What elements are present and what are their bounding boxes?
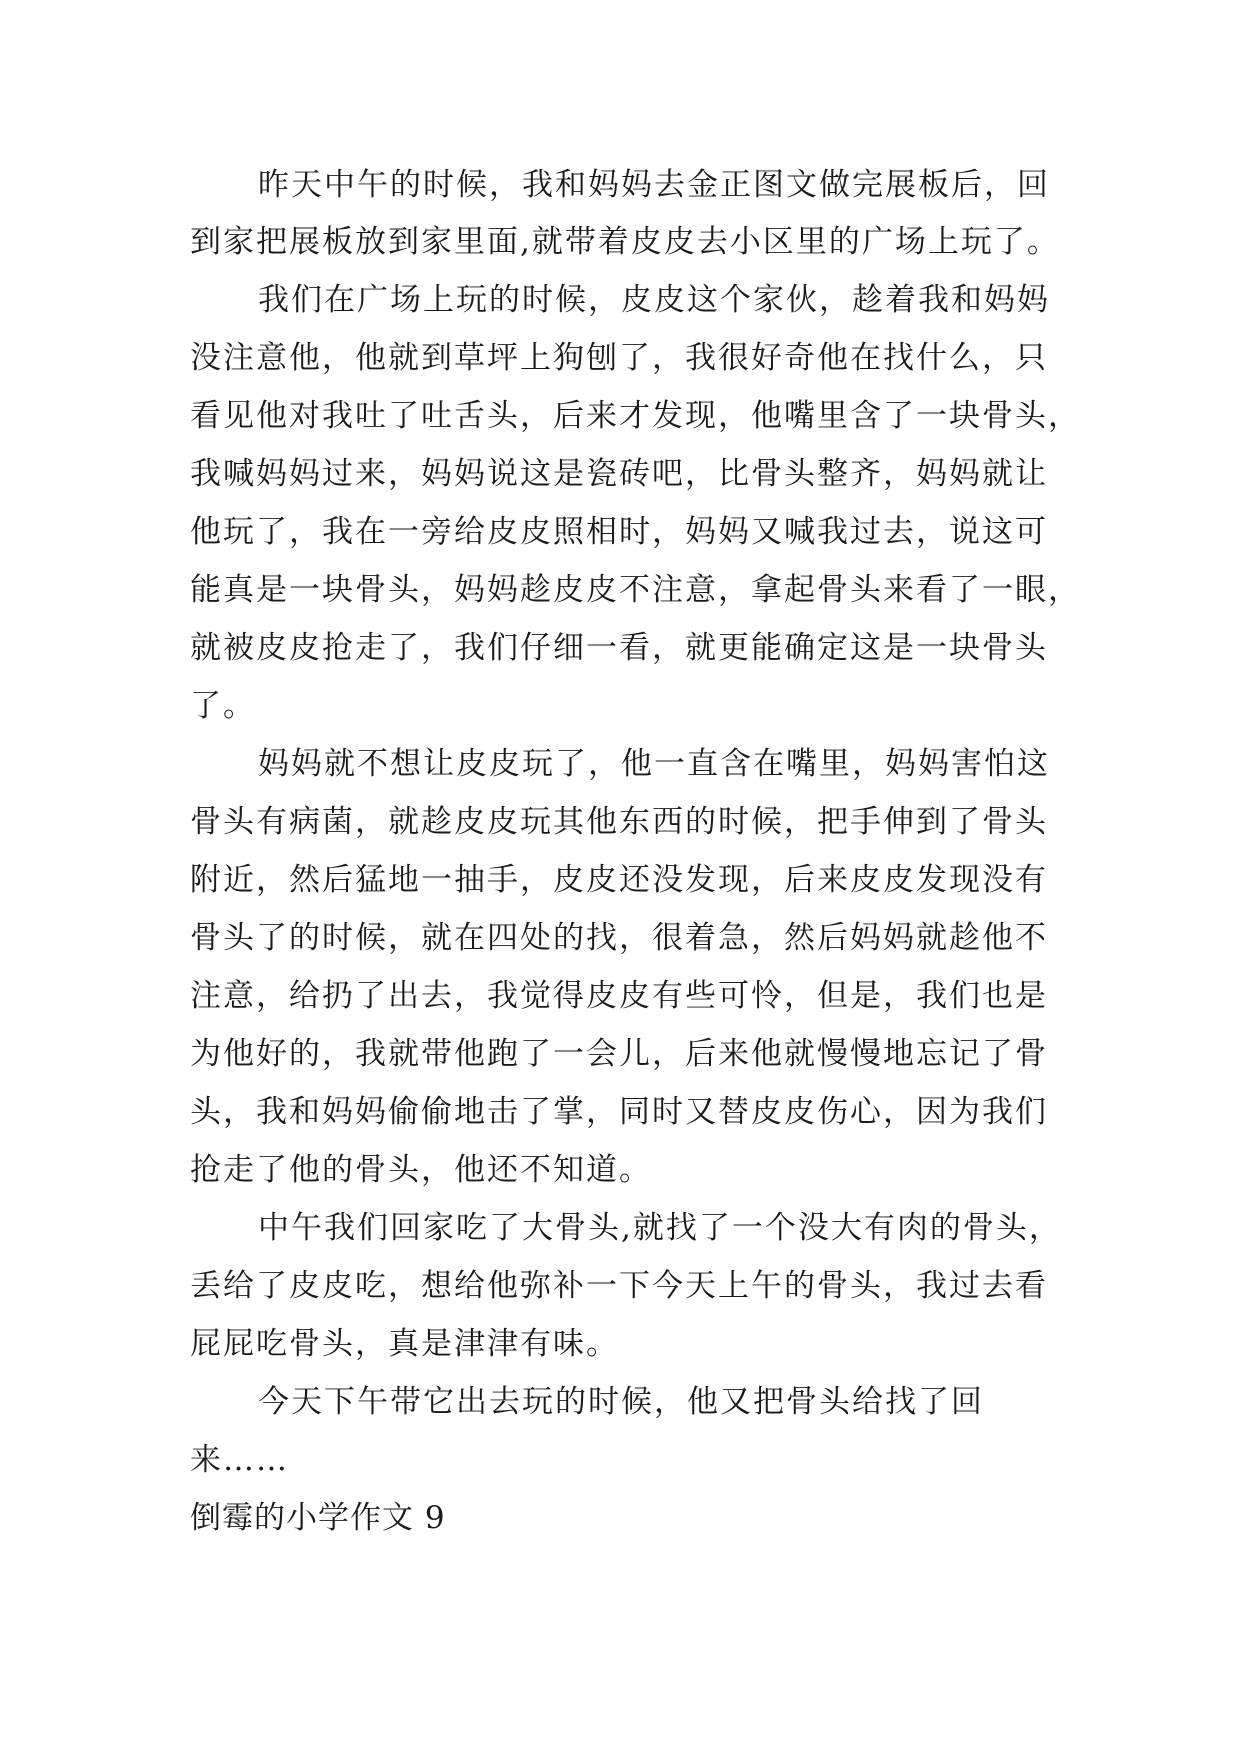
text-line: 中午我们回家吃了大骨头,就找了一个没大有肉的骨头， [258, 1210, 1062, 1246]
text-line: 能真是一块骨头，妈妈趁皮皮不注意，拿起骨头来看了一眼， [190, 572, 1081, 608]
text-line: 了。 [190, 688, 256, 724]
text-line: 注意，给扔了出去，我觉得皮皮有些可怜，但是，我们也是 [190, 978, 1048, 1014]
text-line: 来…… [190, 1442, 289, 1478]
text-line: 头，我和妈妈偷偷地击了掌，同时又替皮皮伤心，因为我们 [190, 1094, 1048, 1130]
text-line: 昨天中午的时候，我和妈妈去金正图文做完展板后，回 [258, 167, 1050, 203]
text-line: 妈妈就不想让皮皮玩了，他一直含在嘴里，妈妈害怕这 [258, 746, 1050, 782]
text-line: 看见他对我吐了吐舌头，后来才发现，他嘴里含了一块骨头， [190, 398, 1081, 434]
text-line: 骨头有病菌，就趁皮皮玩其他东西的时候，把手伸到了骨头 [190, 804, 1048, 840]
text-line: 我们在广场上玩的时候，皮皮这个家伙，趁着我和妈妈 [258, 282, 1050, 318]
text-line: 就被皮皮抢走了，我们仔细一看，就更能确定这是一块骨头 [190, 630, 1048, 666]
text-line: 我喊妈妈过来，妈妈说这是瓷砖吧，比骨头整齐，妈妈就让 [190, 456, 1048, 492]
text-line: 附近，然后猛地一抽手，皮皮还没发现，后来皮皮发现没有 [190, 862, 1048, 898]
text-line: 今天下午带它出去玩的时候，他又把骨头给找了回 [258, 1384, 984, 1420]
text-line: 没注意他，他就到草坪上狗刨了，我很好奇他在找什么，只 [190, 340, 1048, 376]
section-heading: 倒霉的小学作文 9 [190, 1500, 446, 1536]
text-line: 骨头了的时候，就在四处的找，很着急，然后妈妈就趁他不 [190, 920, 1048, 956]
text-line: 屁屁吃骨头，真是津津有味。 [190, 1326, 619, 1362]
text-line: 抢走了他的骨头，他还不知道。 [190, 1152, 652, 1188]
text-line: 为他好的，我就带他跑了一会儿，后来他就慢慢地忘记了骨 [190, 1036, 1048, 1072]
text-line: 他玩了，我在一旁给皮皮照相时，妈妈又喊我过去，说这可 [190, 514, 1048, 550]
text-line: 到家把展板放到家里面,就带着皮皮去小区里的广场上玩了。 [190, 224, 1060, 260]
text-line: 丢给了皮皮吃，想给他弥补一下今天上午的骨头，我过去看 [190, 1268, 1048, 1304]
